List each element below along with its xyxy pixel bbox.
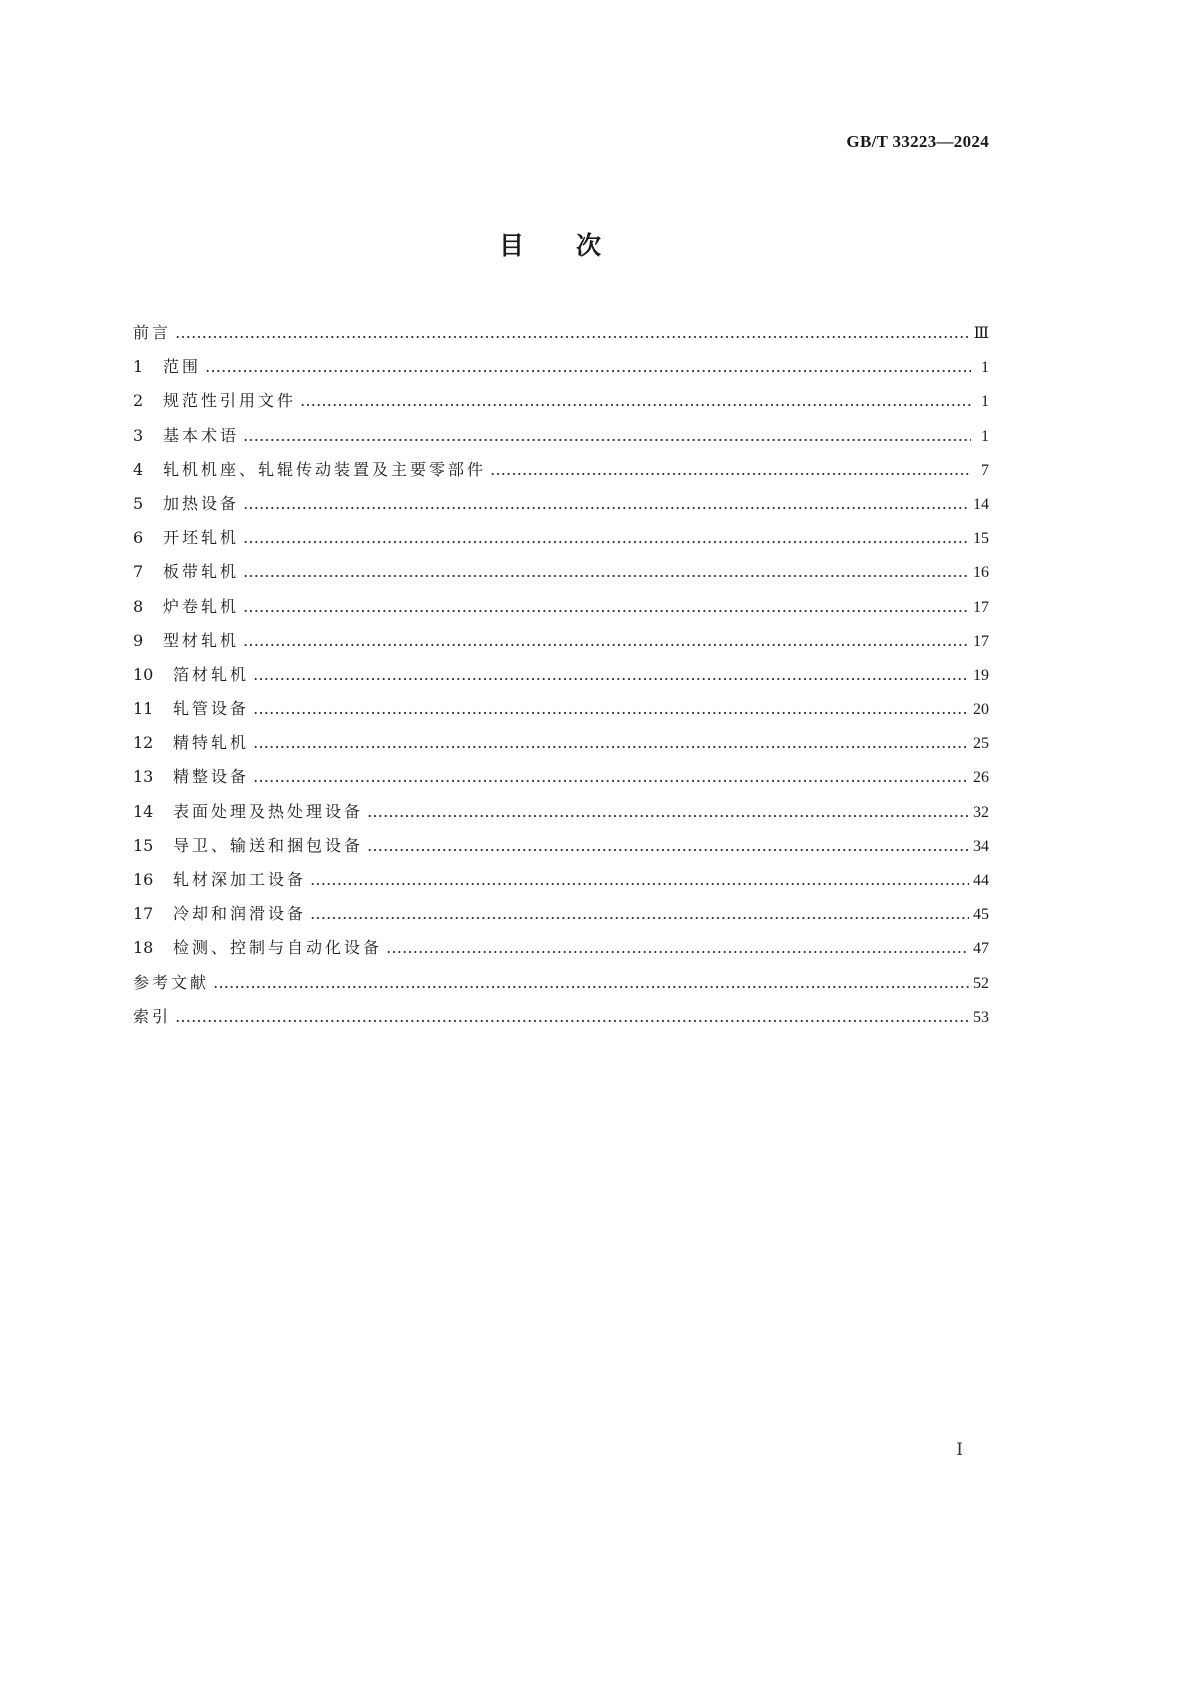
toc-dot-leader [243, 487, 969, 521]
toc-entry[interactable] [133, 350, 989, 384]
toc-dot-leader [490, 453, 971, 487]
toc-dot-leader [253, 658, 969, 692]
toc-entry[interactable] [133, 726, 989, 760]
table-of-contents [133, 316, 989, 1034]
toc-entry[interactable] [133, 624, 989, 658]
toc-entry-page: 52 [973, 974, 989, 992]
toc-dot-leader [310, 863, 969, 897]
toc-entry-title: 轧管设备 [173, 699, 250, 719]
toc-dot-leader [253, 692, 969, 726]
toc-entry-number: 14 [133, 801, 154, 821]
toc-entry-page: Ⅲ [973, 325, 989, 342]
toc-entry-number: 17 [133, 904, 154, 924]
toc-entry[interactable] [133, 555, 989, 589]
toc-entry-page: 20 [973, 701, 989, 719]
toc-entry[interactable] [133, 931, 989, 965]
toc-dot-leader [367, 795, 969, 829]
toc-entry[interactable] [133, 795, 989, 829]
toc-dot-leader [367, 829, 969, 863]
toc-entry[interactable] [133, 453, 989, 487]
toc-entry[interactable] [133, 863, 989, 897]
toc-entry-title: 导卫、输送和捆包设备 [173, 835, 364, 855]
toc-entry[interactable] [133, 692, 989, 726]
toc-dot-leader [253, 726, 969, 760]
toc-entry-page: 17 [973, 598, 989, 616]
toc-entry-number: 15 [133, 835, 154, 855]
toc-entry-page: 32 [973, 803, 989, 821]
toc-dot-leader [243, 555, 969, 589]
toc-entry-page: 53 [973, 1008, 989, 1026]
toc-entry[interactable] [133, 1000, 989, 1034]
toc-entry[interactable] [133, 829, 989, 863]
toc-entry-page: 19 [973, 666, 989, 684]
toc-entry-number: 8 [133, 596, 144, 616]
toc-dot-leader [243, 590, 969, 624]
toc-entry-page: 26 [973, 769, 989, 787]
toc-entry-page: 44 [973, 872, 989, 889]
toc-entry-page: 47 [973, 940, 989, 958]
toc-entry[interactable] [133, 521, 989, 555]
toc-entry-number: 11 [133, 699, 154, 719]
toc-entry[interactable] [133, 897, 989, 931]
toc-entry-number: 6 [133, 528, 144, 548]
toc-dot-leader [253, 760, 969, 794]
toc-entry[interactable] [133, 384, 989, 418]
toc-entry[interactable] [133, 658, 989, 692]
toc-entry-title: 规范性引用文件 [163, 391, 297, 411]
toc-entry-page: 14 [973, 495, 989, 513]
toc-entry-page: 15 [973, 530, 989, 548]
toc-entry[interactable] [133, 590, 989, 624]
toc-entry-title: 基本术语 [163, 425, 240, 445]
toc-entry-title: 精特轧机 [173, 733, 250, 753]
toc-entry-number: 5 [133, 493, 144, 513]
toc-dot-leader [243, 624, 969, 658]
toc-dot-leader [175, 1000, 969, 1034]
toc-entry-number: 4 [133, 459, 144, 479]
toc-entry[interactable] [133, 419, 989, 453]
toc-entry-page: 16 [973, 564, 989, 582]
toc-entry-title: 轧机机座、轧辊传动装置及主要零部件 [163, 459, 487, 479]
toc-entry[interactable] [133, 966, 989, 1000]
toc-entry[interactable] [133, 487, 989, 521]
toc-entry-number: 9 [133, 630, 144, 650]
toc-entry-number: 7 [133, 562, 144, 582]
toc-dot-leader [205, 350, 971, 384]
toc-entry-title: 加热设备 [163, 493, 240, 513]
toc-entry-number: 1 [133, 357, 144, 377]
toc-entry-title: 轧材深加工设备 [173, 870, 307, 889]
toc-entry-title: 炉卷轧机 [163, 596, 240, 616]
page-number: Ⅰ [956, 1440, 963, 1459]
toc-entry[interactable] [133, 760, 989, 794]
toc-entry-page: 1 [981, 359, 989, 377]
toc-dot-leader [213, 966, 969, 1000]
toc-entry-title: 型材轧机 [163, 630, 240, 650]
toc-entry-page: 7 [981, 461, 989, 479]
toc-entry-number: 3 [133, 425, 144, 445]
toc-entry[interactable] [133, 316, 989, 350]
toc-entry-page: 17 [973, 632, 989, 650]
toc-title: 目次 [498, 231, 653, 260]
toc-entry-page: 34 [973, 837, 989, 855]
toc-entry-number: 13 [133, 767, 154, 787]
toc-dot-leader [386, 931, 969, 965]
toc-entry-title: 箔材轧机 [173, 664, 250, 684]
toc-dot-leader [243, 521, 969, 555]
toc-entry-page: 1 [981, 393, 989, 411]
toc-entry-title: 前言 [133, 323, 172, 342]
toc-entry-number: 12 [133, 733, 154, 753]
standard-number: GB/T 33223—2024 [846, 132, 989, 151]
toc-entry-number: 16 [133, 870, 154, 889]
toc-entry-title: 索引 [133, 1006, 172, 1026]
toc-dot-leader [310, 897, 969, 931]
toc-entry-title: 开坯轧机 [163, 528, 240, 548]
toc-entry-number: 2 [133, 391, 144, 411]
toc-entry-page: 1 [981, 427, 989, 445]
toc-entry-number: 10 [133, 664, 154, 684]
toc-entry-title: 范围 [163, 357, 202, 377]
toc-dot-leader [175, 316, 970, 350]
toc-entry-title: 参考文献 [133, 972, 210, 992]
toc-dot-leader [243, 419, 971, 453]
toc-entry-page: 25 [973, 735, 989, 753]
toc-dot-leader [300, 384, 971, 418]
toc-entry-number: 18 [133, 938, 154, 958]
toc-entry-title: 冷却和润滑设备 [173, 904, 307, 924]
toc-entry-title: 板带轧机 [163, 562, 240, 582]
toc-entry-title: 精整设备 [173, 767, 250, 787]
toc-entry-page: 45 [973, 906, 989, 924]
toc-entry-title: 检测、控制与自动化设备 [173, 938, 383, 958]
toc-entry-title: 表面处理及热处理设备 [173, 801, 364, 821]
